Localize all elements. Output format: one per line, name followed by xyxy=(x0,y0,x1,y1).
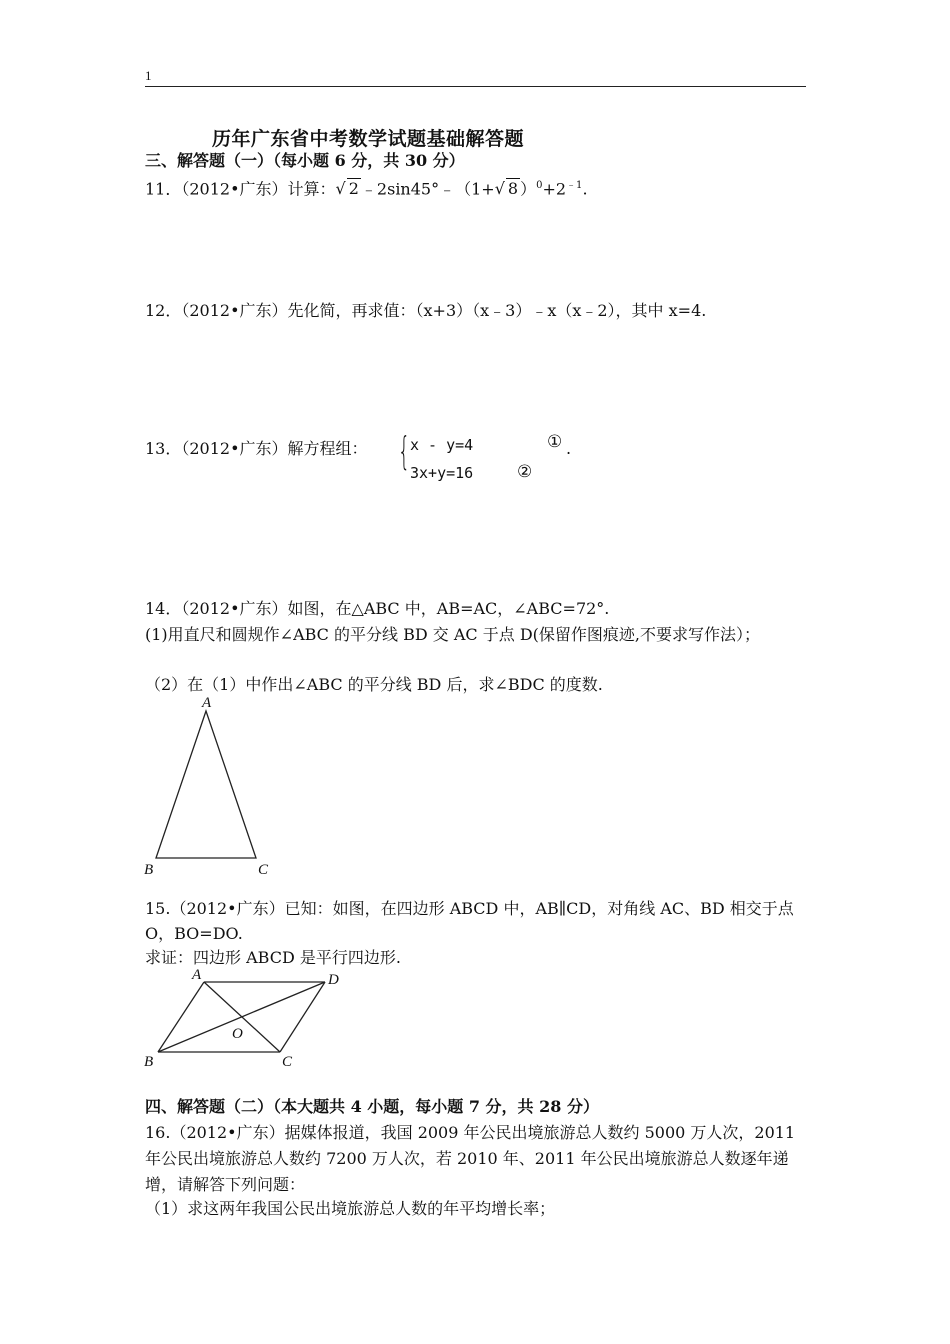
question-15-line1: 15.（2012•广东）已知：如图，在四边形 ABCD 中，AB∥CD，对角线 AC、BD 相交于点 O，BO=DO. xyxy=(145,899,794,943)
question-16-part1: （1）求这两年我国公民出境旅游总人数的年平均增长率； xyxy=(145,1199,556,1218)
q13-end: . xyxy=(566,439,572,458)
label-b: B xyxy=(144,1054,154,1070)
question-15-line2: 求证：四边形 ABCD 是平行四边形. xyxy=(145,948,401,967)
q11-prefix: 11．（2012•广东）计算： xyxy=(145,179,336,199)
system-brace: { xyxy=(398,429,411,473)
parallelogram-abcd-figure xyxy=(140,966,360,1072)
question-16-body: 16.（2012•广东）据媒体报道，我国 2009 年公民出境旅游总人数约 5000 万人次，2011 年公民出境旅游总人数约 7200 万人次，若 2010 年、2011 年公民出境旅游总人数逐年递增，请解答下列问题： xyxy=(145,1123,796,1194)
header-rule xyxy=(145,86,806,87)
equation-1: x - y=4 xyxy=(410,436,474,454)
document-title: 历年广东省中考数学试题基础解答题 xyxy=(212,128,525,150)
section3-heading: 三、解答题（一）（每小题 6 分，共 30 分） xyxy=(145,151,465,170)
question-14-part1: (1)用直尺和圆规作∠ABC 的平分线 BD 交 AC 于点 D(保留作图痕迹,不要求写作法）； xyxy=(145,625,760,644)
section4-heading: 四、解答题（二）（本大题共 4 小题，每小题 7 分，共 28 分） xyxy=(145,1097,599,1116)
circled-1: ① xyxy=(547,432,563,452)
page-number: 1 xyxy=(145,68,152,83)
question-14-part2: （2）在（1）中作出∠ABC 的平分线 BD 后，求∠BDC 的度数. xyxy=(145,675,603,694)
equation-2: 3x+y=16 xyxy=(410,464,474,482)
circled-2: ② xyxy=(517,462,533,482)
triangle-abc-figure xyxy=(140,692,280,882)
label-c: C xyxy=(258,862,269,878)
label-c: C xyxy=(282,1054,293,1070)
label-a: A xyxy=(192,967,202,983)
sqrt-2: √ 2 xyxy=(335,179,359,199)
label-d: D xyxy=(328,972,339,988)
question-14-line1: 14．（2012•广东）如图，在△ABC 中，AB=AC，∠ABC=72°. xyxy=(145,599,610,618)
question-11: 11．（2012•广东）计算：√ 2 ﹣2sin45°﹣（1+√ 8 ）$^0+2^{﹣1}$. xyxy=(145,179,588,199)
question-13-prefix: 13．（2012•广东）解方程组： xyxy=(145,439,368,458)
label-o: O xyxy=(232,1026,243,1042)
label-a: A xyxy=(202,695,212,711)
exponent-neg1: ﹣1 xyxy=(566,180,583,191)
label-b: B xyxy=(144,862,154,878)
q11-mid: ﹣2sin45°﹣（1+ xyxy=(360,179,495,199)
question-12: 12．（2012•广东）先化简，再求值：（x+3）（x﹣3）﹣x（x﹣2），其中 x=4. xyxy=(145,301,707,320)
exponent-0: 0 xyxy=(536,180,543,191)
sqrt-8: √ 8 xyxy=(494,179,519,199)
